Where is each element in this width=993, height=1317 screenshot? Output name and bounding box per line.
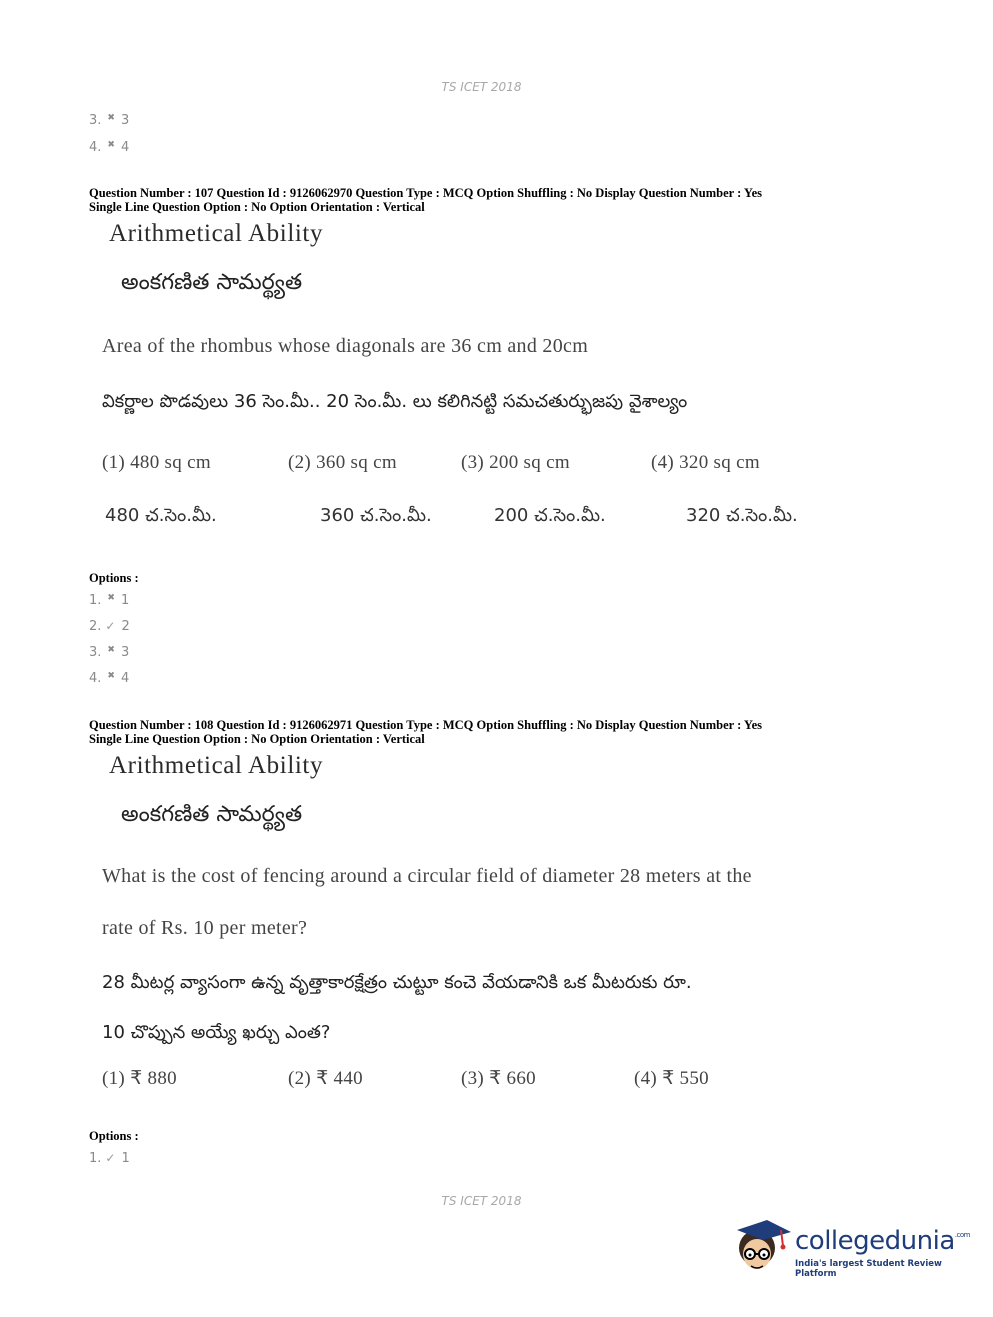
- q107-choice-4: (4) 320 sq cm: [651, 452, 760, 473]
- q108-subject-te: అంకగణిత సామర్థ్యత: [121, 802, 303, 827]
- cross-icon: ✖: [107, 140, 115, 150]
- q108-option-1: [89, 1151, 130, 1166]
- q108-choice-4: (4) ₹ 550: [634, 1068, 709, 1089]
- q108-meta-line2: Single Line Question Option : No Option Orientation : Vertical: [89, 732, 425, 746]
- option-value: 1: [120, 593, 130, 608]
- q108-question-te-1: 28 మీటర్ల వ్యాసంగా ఉన్న వృత్తాకారక్షేత్రం చుట్టూ కంచె వేయడానికి ఒక మీటరుకు రూ.: [102, 972, 692, 993]
- q107-choice-te-3: 200 చ.సెం.మీ.: [494, 505, 606, 526]
- logo-tagline: India's largest Student Review Platform: [795, 1259, 942, 1279]
- option-number: 2.: [89, 619, 102, 634]
- q107-meta-line2: Single Line Question Option : No Option Orientation : Vertical: [89, 200, 425, 214]
- option-value: 4: [120, 671, 130, 686]
- check-icon: ✓: [105, 619, 116, 633]
- q107-option-4: [89, 671, 129, 686]
- collegedunia-logo: [733, 1212, 970, 1282]
- q108-meta-line1: Question Number : 108 Question Id : 9126062971 Question Type : MCQ Option Shuffling : No Display Question Number : Yes: [89, 718, 762, 732]
- student-mascot-icon: [733, 1212, 793, 1282]
- option-number: 4.: [89, 140, 102, 155]
- q107-choice-te-2: 360 చ.సెం.మీ.: [320, 505, 432, 526]
- q107-option-2: [89, 619, 130, 634]
- prev-option-3: [89, 113, 129, 128]
- q107-choice-1: (1) 480 sq cm: [102, 452, 211, 473]
- option-value: 1: [121, 1151, 130, 1166]
- q108-choice-3: (3) ₹ 660: [461, 1068, 536, 1089]
- logo-suffix: .com: [954, 1231, 970, 1239]
- q107-meta: [89, 186, 762, 214]
- logo-wordmark: [795, 1226, 970, 1256]
- option-number: 1.: [89, 593, 102, 608]
- q108-meta: [89, 718, 762, 746]
- cross-icon: ✖: [107, 113, 115, 123]
- q107-choice-te-4: 320 చ.సెం.మీ.: [686, 505, 798, 526]
- q107-options-label: Options :: [89, 571, 139, 585]
- q107-choice-te-1: 480 చ.సెం.మీ.: [105, 505, 217, 526]
- q108-question-en-1: What is the cost of fencing around a circular field of diameter 28 meters at the: [102, 865, 752, 887]
- q107-meta-line1: Question Number : 107 Question Id : 9126062970 Question Type : MCQ Option Shuffling : No Display Question Number : Yes: [89, 186, 762, 200]
- option-number: 3.: [89, 645, 102, 660]
- q107-option-1: [89, 593, 129, 608]
- cross-icon: ✖: [107, 671, 115, 681]
- option-number: 4.: [89, 671, 102, 686]
- cross-icon: ✖: [107, 645, 115, 655]
- option-value: 3: [120, 645, 130, 660]
- q108-choice-2: (2) ₹ 440: [288, 1068, 363, 1089]
- check-icon: ✓: [105, 1151, 116, 1165]
- option-number: 3.: [89, 113, 102, 128]
- q108-question-en-2: rate of Rs. 10 per meter?: [102, 917, 308, 939]
- q107-option-3: [89, 645, 129, 660]
- q107-choice-3: (3) 200 sq cm: [461, 452, 570, 473]
- q108-subject-en: Arithmetical Ability: [109, 752, 324, 779]
- q108-options-label: Options :: [89, 1129, 139, 1143]
- watermark-header: TS ICET 2018: [441, 80, 522, 94]
- q108-question-te-2: 10 చొప్పున అయ్యే ఖర్చు ఎంత?: [102, 1022, 331, 1043]
- cross-icon: ✖: [107, 593, 115, 603]
- option-value: 3: [120, 113, 130, 128]
- prev-option-4: [89, 140, 129, 155]
- q108-choice-1: (1) ₹ 880: [102, 1068, 177, 1089]
- option-number: 1.: [89, 1151, 102, 1166]
- option-value: 2: [121, 619, 130, 634]
- q107-choice-2: (2) 360 sq cm: [288, 452, 397, 473]
- watermark-footer: TS ICET 2018: [441, 1194, 522, 1208]
- logo-name-text: collegedunia: [795, 1226, 955, 1256]
- q107-subject-te: అంకగణిత సామర్థ్యత: [121, 270, 303, 295]
- option-value: 4: [120, 140, 130, 155]
- q107-subject-en: Arithmetical Ability: [109, 220, 324, 247]
- q107-question-en: Area of the rhombus whose diagonals are 36 cm and 20cm: [102, 335, 589, 357]
- q107-question-te: వికర్ణాల పొడవులు 36 సెం.మీ.. 20 సెం.మీ. లు కలిగినట్టి సమచతుర్భుజపు వైశాల్యం: [102, 391, 688, 412]
